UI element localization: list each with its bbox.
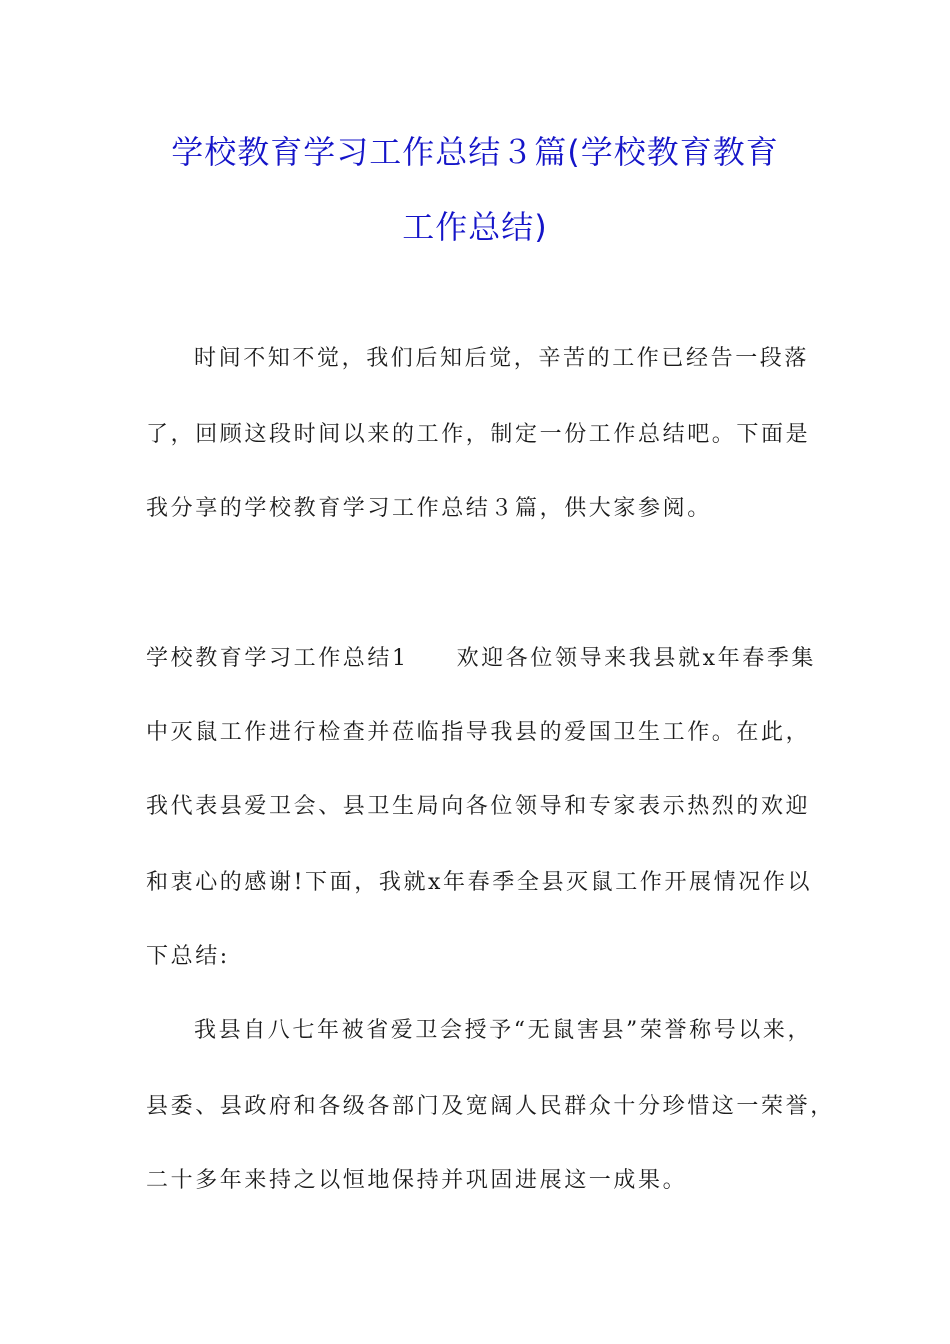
paragraph2-line-2: 县委、县政府和各级各部门及宽阔人民群众十分珍惜这一荣誉， [146, 1094, 835, 1119]
section1-line-4: 和衷心的感谢!下面，我就x年春季全县灭鼠工作开展情况作以 [146, 870, 813, 895]
section1-heading: 学校教育学习工作总结1 [146, 646, 409, 671]
section1-line-3: 我代表县爱卫会、县卫生局向各位领导和专家表示热烈的欢迎 [146, 794, 811, 819]
paragraph2-line-3: 二十多年来持之以恒地保持并巩固进展这一成果。 [146, 1168, 688, 1193]
paragraph2-line-1: 我县自八七年被省爱卫会授予“无鼠害县”荣誉称号以来， [194, 1018, 813, 1043]
section1-line-2: 中灭鼠工作进行检查并莅临指导我县的爱国卫生工作。在此， [146, 720, 811, 745]
section1-first-line [146, 644, 816, 674]
intro-paragraph-line-2: 了，回顾这段时间以来的工作，制定一份工作总结吧。下面是 [146, 422, 811, 447]
intro-paragraph-line-3: 我分享的学校教育学习工作总结３篇，供大家参阅。 [146, 496, 712, 521]
section1-line-5: 下总结: [146, 944, 230, 969]
document-title-line-2: 工作总结) [402, 208, 548, 246]
document-title-line-1: 学校教育学习工作总结３篇(学校教育教育 [171, 133, 779, 171]
section1-first-line-text: 欢迎各位领导来我县就x年春季集 [456, 646, 817, 671]
intro-paragraph-line-1: 时间不知不觉，我们后知后觉，辛苦的工作已经告一段落 [194, 346, 810, 371]
